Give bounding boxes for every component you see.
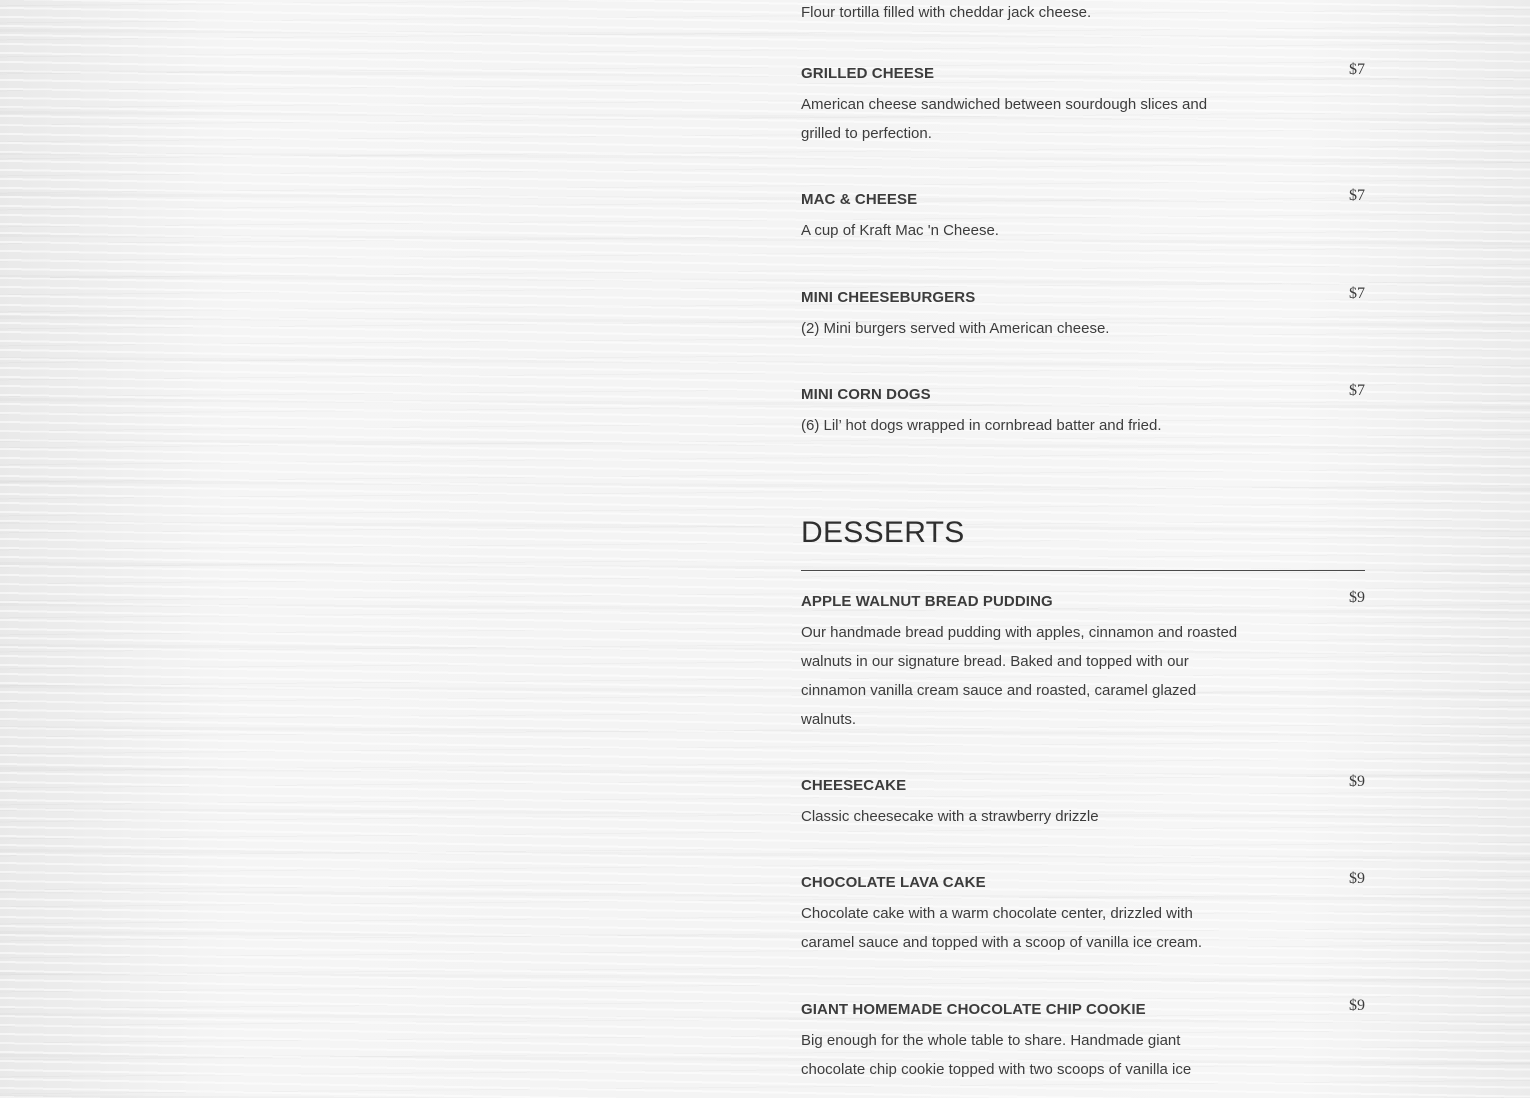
menu-item-price: $9 <box>1349 870 1365 887</box>
menu-item-description: Classic cheesecake with a strawberry drizzle <box>801 808 1099 825</box>
menu-item-description: Chocolate cake with a warm chocolate center, drizzled with caramel sauce and topped with a scoop of vanilla ice cream. <box>801 905 1203 951</box>
menu-item-price: $9 <box>1349 589 1365 606</box>
section-divider <box>801 570 1365 571</box>
menu-item-description: Our handmade bread pudding with apples, cinnamon and roasted walnuts in our signature bread. Baked and topped with our cinnamon vanilla cream sauce and roasted, caramel glazed walnuts. <box>801 624 1238 728</box>
menu-item-price: $9 <box>1349 773 1365 790</box>
menu-item-price: $7 <box>1349 187 1365 204</box>
menu-item-price: $9 <box>1349 997 1365 1014</box>
menu-item-name: MINI CORN DOGS <box>801 386 931 403</box>
menu-item-price: $7 <box>1349 61 1365 78</box>
menu-item-description: (6) Lil’ hot dogs wrapped in cornbread batter and fried. <box>801 417 1162 434</box>
menu-item-name: MAC & CHEESE <box>801 191 918 208</box>
menu-item-name: APPLE WALNUT BREAD PUDDING <box>801 593 1053 610</box>
menu-item-description: A cup of Kraft Mac 'n Cheese. <box>801 222 999 239</box>
menu-item-price: $7 <box>1349 382 1365 399</box>
menu-item-description: American cheese sandwiched between sourdough slices and grilled to perfection. <box>801 96 1208 142</box>
menu-item-description: (2) Mini burgers served with American cheese. <box>801 320 1110 337</box>
menu-item-price: $7 <box>1349 285 1365 302</box>
menu-item-description: Big enough for the whole table to share. Handmade giant chocolate chip cookie topped with two scoops of vanilla ice <box>801 1032 1192 1078</box>
menu-item-name: GIANT HOMEMADE CHOCOLATE CHIP COOKIE <box>801 1001 1146 1018</box>
menu-item-name: MINI CHEESEBURGERS <box>801 289 976 306</box>
section-title-desserts: DESSERTS <box>801 516 965 549</box>
previous-item-description: Flour tortilla filled with cheddar jack cheese. <box>801 4 1092 21</box>
menu-item-name: GRILLED CHEESE <box>801 65 935 82</box>
menu-item-name: CHOCOLATE LAVA CAKE <box>801 874 986 891</box>
menu-item-name: CHEESECAKE <box>801 777 907 794</box>
